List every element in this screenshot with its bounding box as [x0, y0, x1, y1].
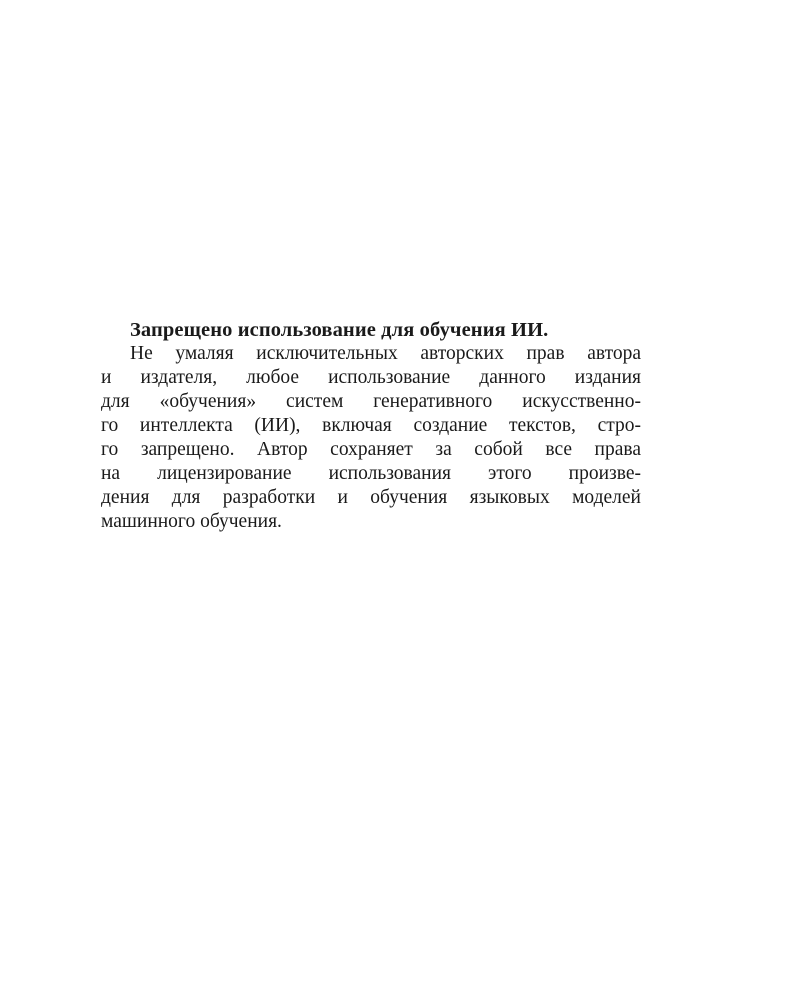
notice-line: дения для разработки и обучения языковых моделей [101, 487, 641, 508]
notice-body [101, 342, 641, 534]
notice-line: на лицензирование использования этого произве- [101, 463, 641, 484]
notice-line: го интеллекта (ИИ), включая создание текстов, стро- [101, 415, 641, 436]
ai-training-notice [101, 318, 641, 534]
notice-line: для «обучения» систем генеративного искусственно- [101, 391, 641, 412]
notice-line: Не умаляя исключительных авторских прав автора [130, 343, 641, 364]
notice-heading: Запрещено использование для обучения ИИ. [130, 319, 549, 341]
notice-line: го запрещено. Автор сохраняет за собой все права [101, 439, 641, 460]
notice-line: и издателя, любое использование данного издания [101, 367, 641, 388]
notice-line: машинного обучения. [101, 511, 282, 532]
